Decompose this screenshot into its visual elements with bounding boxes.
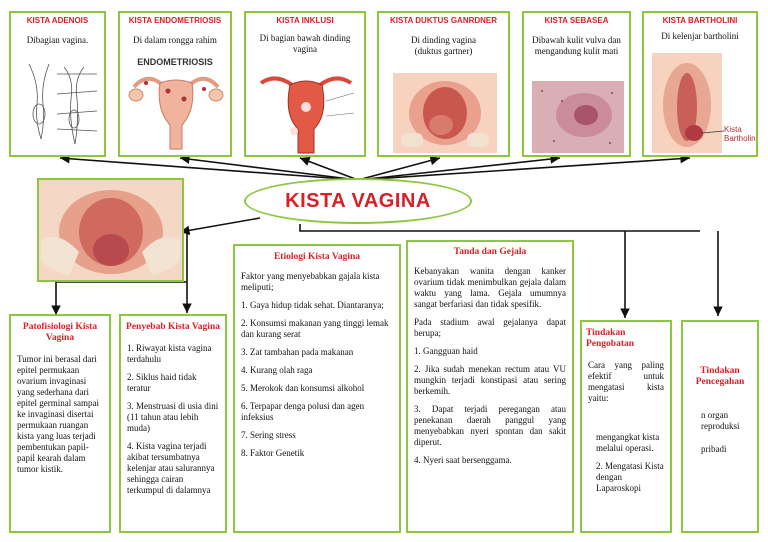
type-box-adenosis <box>9 11 106 157</box>
cause-list <box>127 343 219 496</box>
type-box-duktus-gartner <box>377 11 510 157</box>
image-label: Kista Bartholin <box>724 125 756 143</box>
vagina-cyst-illustration <box>39 180 182 280</box>
section-text: Tumor ini berasal dari epitel permukaan ovarium invaginasi yang sederhana dari epitel germinal sampai ke invaginasi disertai permukaan ruangan kista yang luas terjadi pembentukan papil-papil kearah dalam tumor kistik. <box>17 354 99 474</box>
type-title: KISTA DUKTUS GANRDNER <box>389 16 498 25</box>
list-item: 5. Merokok dan konsumsi alkohol <box>241 383 365 393</box>
type-desc-2: (duktus gartner) <box>414 46 473 56</box>
etiologi-content <box>241 271 393 459</box>
section-intro: Faktor yang menyebabkan gajala kista meliputi; <box>241 271 380 292</box>
section-title: Patofisiologi Kista Vagina <box>22 322 98 343</box>
section-title: Penyebab Kista Vagina <box>126 322 220 332</box>
section-paragraph: Pada stadium awal gejalanya dapat berupa; <box>414 317 566 338</box>
list-item: 2. Jika sudah menekan rectum atau VU mungkin terjadi konstipasi atau sering berkemih. <box>414 364 566 396</box>
list-item: 3. Zat tambahan pada makanan <box>241 347 354 357</box>
skin-cyst-photo <box>532 81 624 153</box>
list-item: 6. Terpapar denga polusi dan agen infeksius <box>241 401 365 422</box>
section-paragraph: Kebanyakan wanita dengan kanker ovarium tidak menimbulkan gejala dalam waktu yang lama. Gejala umumnya sangat berfariasi dan tidak spesifik. <box>414 266 566 309</box>
type-box-sebasea <box>522 11 631 157</box>
cyst-illustration <box>393 73 497 153</box>
prevention-list <box>701 410 751 455</box>
list-item: 2. Siklus haid tidak teratur <box>127 372 197 393</box>
gejala-box <box>406 240 574 533</box>
pencegahan-box <box>681 320 759 533</box>
list-item: 4. Kurang olah raga <box>241 365 313 375</box>
list-item: 3. Menstruasi di usia dini (11 tahun atau lebih muda) <box>127 401 219 433</box>
section-title: Tindakan Pengobatan <box>586 328 635 349</box>
list-item: 4. Kista vagina terjadi akibat tersumbatnya kelenjar atau salurannya sehingga cairan terkumpul di dalamnya <box>127 441 215 495</box>
list-item: 1. Gangguan haid <box>414 346 478 356</box>
list-item: 1. Gaya hidup tidak sehat. Diantaranya; <box>241 300 384 310</box>
type-desc: Di dalam rongga rahim <box>133 35 217 45</box>
section-title: Tindakan Pencegahan <box>695 366 745 387</box>
anatomy-illustration <box>19 59 99 151</box>
list-item: 2. Mengatasi Kista dengan Laparoskopi <box>596 461 664 493</box>
type-title: KISTA BARTHOLINI <box>662 16 738 25</box>
type-box-endometriosis <box>118 11 232 157</box>
treatment-list <box>596 432 664 494</box>
list-item: 1. Riwayat kista vagina terdahulu <box>127 343 212 364</box>
type-desc: Dibawah kulit vulva dan mengandung kulit mati <box>532 35 621 56</box>
type-title: KISTA ADENOIS <box>26 16 89 25</box>
list-item: pribadi <box>701 444 727 454</box>
type-title: KISTA INKLUSI <box>276 16 334 25</box>
list-item: mengangkat kista melalui operasi. <box>596 432 660 453</box>
center-title: KISTA VAGINA <box>285 189 431 212</box>
uterus-illustration <box>256 71 356 155</box>
section-title: Tanda dan Gejala <box>453 247 527 257</box>
type-desc: Dibagian vagina. <box>26 35 89 45</box>
list-item: n organ reproduksi <box>701 410 740 431</box>
etiologi-box <box>233 244 401 533</box>
type-box-bartholini <box>642 11 758 157</box>
patofisiologi-box <box>9 314 111 533</box>
gejala-content <box>414 266 566 466</box>
pengobatan-box <box>580 320 672 533</box>
center-title-ellipse <box>244 178 472 224</box>
uterus-illustration <box>126 69 226 153</box>
list-item: 7. Sering stress <box>241 430 296 440</box>
section-intro: Cara yang paling efektif untuk mengatasi kista yaitu: <box>588 360 664 403</box>
list-item: 2. Konsumsi makanan yang tinggi lemak dan kurang serat <box>241 318 389 339</box>
type-title: KISTA SEBASEA <box>544 16 609 25</box>
list-item: 8. Faktor Genetik <box>241 448 305 458</box>
type-title: KISTA ENDOMETRIOSIS <box>128 16 222 25</box>
type-desc: Di kelenjar bartholini <box>661 31 739 41</box>
type-box-inklusi <box>244 11 366 157</box>
list-item: 4. Nyeri saat bersenggama. <box>414 455 512 465</box>
image-label: ENDOMETRIOSIS <box>137 57 213 67</box>
type-desc: Di bagian bawah dinding vagina <box>259 33 351 54</box>
penyebab-box <box>119 314 227 533</box>
type-desc: Di dinding vagina <box>411 35 476 45</box>
section-title: Etiologi Kista Vagina <box>273 252 361 262</box>
vagina-cyst-image-box <box>37 178 184 282</box>
list-item: 3. Dapat terjadi peregangan atau penekanan daerah panggul yang menyebabkan nyeri spontan dan sakit diperut. <box>414 404 566 447</box>
